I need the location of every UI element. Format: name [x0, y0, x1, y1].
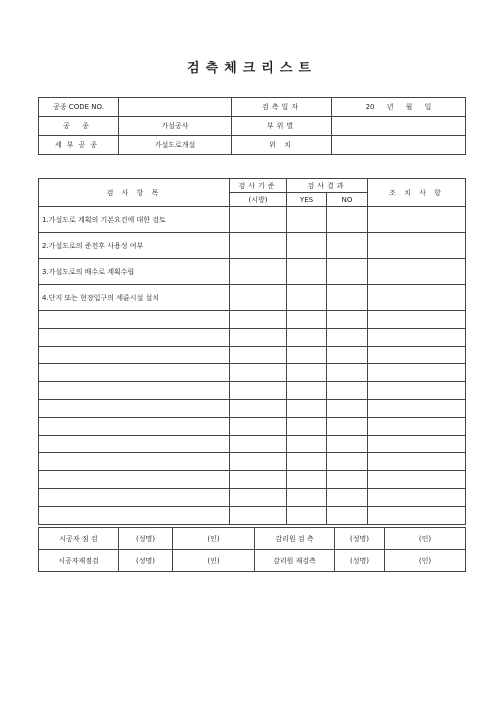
no-cell[interactable]: [327, 382, 368, 400]
standard-cell[interactable]: [230, 328, 287, 346]
empty-item-cell[interactable]: [39, 364, 230, 382]
empty-item-cell[interactable]: [39, 346, 230, 364]
action-cell[interactable]: [368, 417, 466, 435]
action-cell[interactable]: [368, 471, 466, 489]
inspection-date-field[interactable]: 20 년 월 일: [332, 98, 466, 117]
table-row: [39, 471, 466, 489]
no-cell[interactable]: [327, 417, 368, 435]
no-cell[interactable]: [327, 453, 368, 471]
no-cell[interactable]: [327, 285, 368, 311]
standard-cell[interactable]: [230, 207, 287, 233]
no-cell[interactable]: [327, 488, 368, 506]
supervisor-check-name-label[interactable]: (성명): [335, 528, 385, 550]
contractor-recheck-name-label[interactable]: (성명): [119, 550, 173, 572]
yes-header: YES: [287, 193, 327, 207]
yes-cell[interactable]: [287, 435, 327, 453]
inspection-date-label: 검측일자: [232, 98, 332, 117]
action-cell[interactable]: [368, 207, 466, 233]
standard-cell[interactable]: [230, 233, 287, 259]
yes-cell[interactable]: [287, 453, 327, 471]
action-cell[interactable]: [368, 233, 466, 259]
table-row: [39, 453, 466, 471]
no-cell[interactable]: [327, 399, 368, 417]
yes-cell[interactable]: [287, 311, 327, 329]
empty-item-cell[interactable]: [39, 506, 230, 524]
table-row: [39, 364, 466, 382]
action-cell[interactable]: [368, 346, 466, 364]
action-cell[interactable]: [368, 285, 466, 311]
contractor-check-seal[interactable]: (인): [173, 528, 255, 550]
action-cell[interactable]: [368, 453, 466, 471]
supervisor-check-seal[interactable]: (인): [385, 528, 466, 550]
table-row: [39, 311, 466, 329]
standard-cell[interactable]: [230, 382, 287, 400]
action-cell[interactable]: [368, 382, 466, 400]
signature-table: [38, 527, 466, 572]
yes-cell[interactable]: [287, 207, 327, 233]
item-header: 검 사 항 목: [39, 179, 230, 207]
supervisor-recheck-label: 감리원 재검측: [255, 550, 335, 572]
standard-cell[interactable]: [230, 471, 287, 489]
action-cell[interactable]: [368, 364, 466, 382]
empty-item-cell[interactable]: [39, 471, 230, 489]
supervisor-check-label: 감리원 검 측: [255, 528, 335, 550]
standard-cell[interactable]: [230, 399, 287, 417]
no-header: NO: [327, 193, 368, 207]
table-row: [39, 346, 466, 364]
standard-cell[interactable]: [230, 453, 287, 471]
standard-cell[interactable]: [230, 285, 287, 311]
construction-code-label: 공종 CODE NO.: [39, 98, 119, 117]
no-cell[interactable]: [327, 328, 368, 346]
part-label: 부위별: [232, 117, 332, 136]
yes-cell[interactable]: [287, 233, 327, 259]
standard-cell[interactable]: [230, 311, 287, 329]
detail-work-value[interactable]: 가설도로개설: [119, 136, 232, 155]
checklist-table: [38, 178, 466, 525]
yes-cell[interactable]: [287, 488, 327, 506]
standard-header: 검사기준: [230, 179, 287, 193]
no-cell[interactable]: [327, 311, 368, 329]
table-row: [39, 259, 466, 285]
header-table: [38, 97, 466, 155]
standard-cell[interactable]: [230, 506, 287, 524]
no-cell[interactable]: [327, 233, 368, 259]
action-cell[interactable]: [368, 328, 466, 346]
empty-item-cell[interactable]: [39, 382, 230, 400]
location-label: 위 치: [232, 136, 332, 155]
table-row: [39, 233, 466, 259]
table-row: [39, 506, 466, 524]
yes-cell[interactable]: [287, 364, 327, 382]
no-cell[interactable]: [327, 506, 368, 524]
contractor-check-name-label[interactable]: (성명): [119, 528, 173, 550]
no-cell[interactable]: [327, 364, 368, 382]
construction-code-field[interactable]: [119, 98, 232, 117]
empty-item-cell[interactable]: [39, 311, 230, 329]
empty-item-cell[interactable]: [39, 417, 230, 435]
yes-cell[interactable]: [287, 346, 327, 364]
yes-cell[interactable]: [287, 328, 327, 346]
table-row: [39, 399, 466, 417]
standard-cell[interactable]: [230, 346, 287, 364]
yes-cell[interactable]: [287, 382, 327, 400]
empty-item-cell[interactable]: [39, 488, 230, 506]
empty-item-cell[interactable]: [39, 328, 230, 346]
standard-sub-header: (시방): [230, 193, 287, 207]
action-cell[interactable]: [368, 435, 466, 453]
contractor-recheck-seal[interactable]: (인): [173, 550, 255, 572]
supervisor-recheck-name-label[interactable]: (성명): [335, 550, 385, 572]
checklist-item: 3.가설도로의 배수로 계획수립: [39, 259, 230, 285]
table-row: [39, 328, 466, 346]
action-cell[interactable]: [368, 311, 466, 329]
yes-cell[interactable]: [287, 399, 327, 417]
contractor-check-label: 시공자 점 검: [39, 528, 119, 550]
work-type-label: 공 종: [39, 117, 119, 136]
standard-cell[interactable]: [230, 435, 287, 453]
work-type-value[interactable]: 가설공사: [119, 117, 232, 136]
checklist-item: 4.단지 또는 현장입구의 세륜시설 설치: [39, 285, 230, 311]
standard-cell[interactable]: [230, 417, 287, 435]
detail-work-label: 세부공종: [39, 136, 119, 155]
standard-cell[interactable]: [230, 259, 287, 285]
yes-cell[interactable]: [287, 259, 327, 285]
supervisor-recheck-seal[interactable]: (인): [385, 550, 466, 572]
location-field[interactable]: [332, 136, 466, 155]
no-cell[interactable]: [327, 471, 368, 489]
part-field[interactable]: [332, 117, 466, 136]
empty-item-cell[interactable]: [39, 453, 230, 471]
action-cell[interactable]: [368, 259, 466, 285]
no-cell[interactable]: [327, 346, 368, 364]
table-row: [39, 435, 466, 453]
yes-cell[interactable]: [287, 471, 327, 489]
action-cell[interactable]: [368, 506, 466, 524]
action-header: 조 치 사 항: [368, 179, 466, 207]
standard-cell[interactable]: [230, 488, 287, 506]
checklist-item: 2.가설도로의 준전후 사용성 여부: [39, 233, 230, 259]
no-cell[interactable]: [327, 259, 368, 285]
table-row: [39, 382, 466, 400]
empty-item-cell[interactable]: [39, 435, 230, 453]
table-row: [39, 417, 466, 435]
action-cell[interactable]: [368, 399, 466, 417]
contractor-recheck-label: 시공자재점검: [39, 550, 119, 572]
standard-cell[interactable]: [230, 364, 287, 382]
no-cell[interactable]: [327, 435, 368, 453]
checklist-item: 1.가설도로 계획의 기본요건에 대한 검토: [39, 207, 230, 233]
action-cell[interactable]: [368, 488, 466, 506]
table-row: [39, 488, 466, 506]
empty-item-cell[interactable]: [39, 399, 230, 417]
result-header: 검사결과: [287, 179, 368, 193]
no-cell[interactable]: [327, 207, 368, 233]
table-row: [39, 285, 466, 311]
page-title: 검측체크리스트: [187, 61, 317, 76]
table-row: [39, 207, 466, 233]
yes-cell[interactable]: [287, 417, 327, 435]
yes-cell[interactable]: [287, 506, 327, 524]
yes-cell[interactable]: [287, 285, 327, 311]
